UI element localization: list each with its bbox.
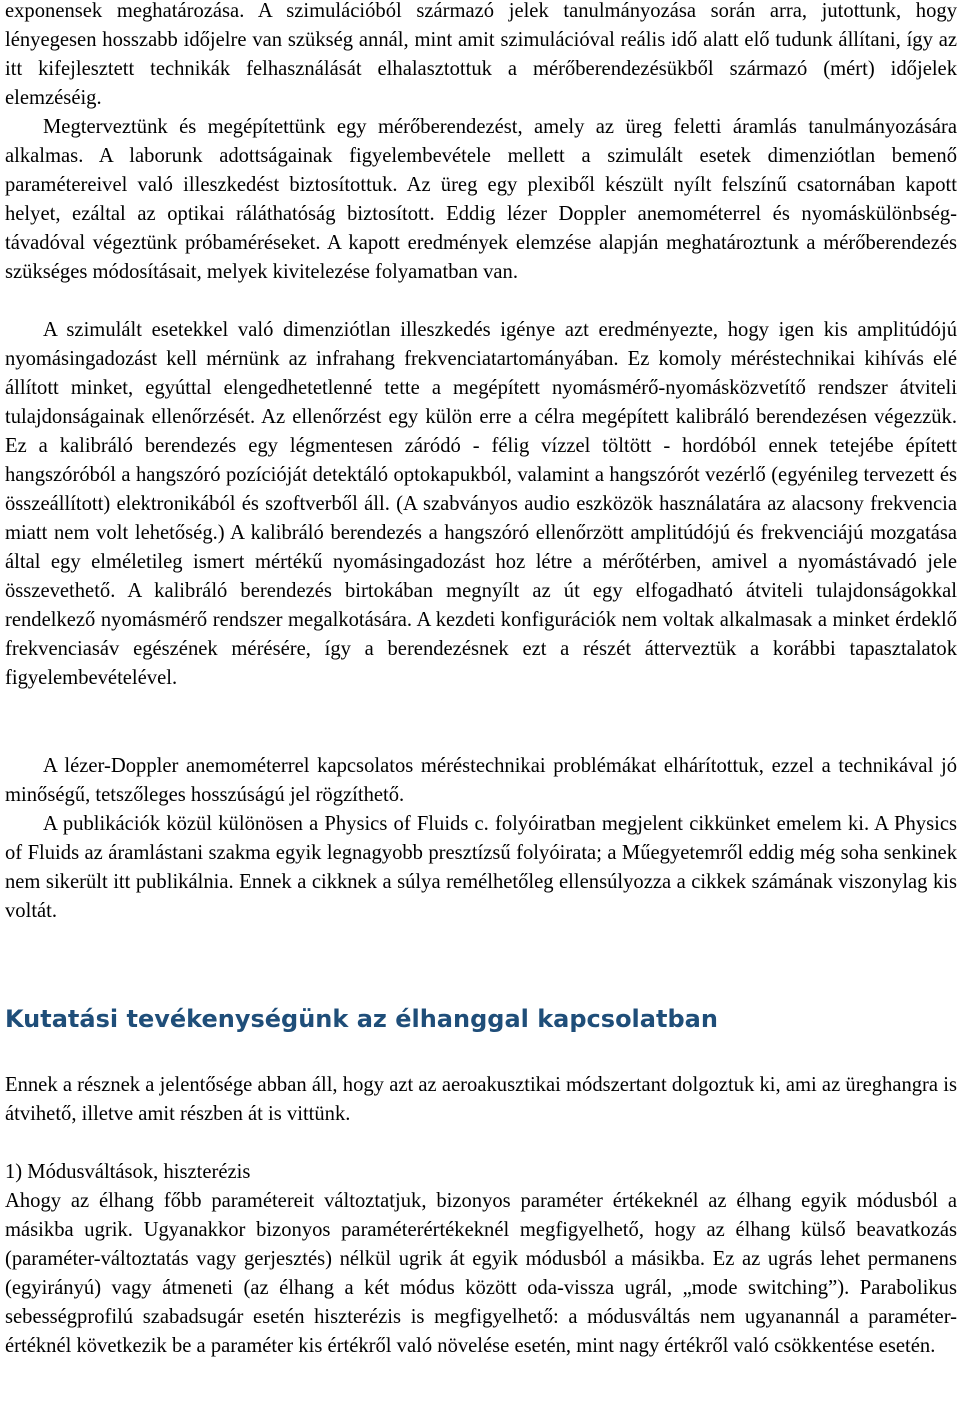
subsection-body-paragraph: Ahogy az élhang főbb paramétereit változtatjuk, bizonyos paraméter értékeknél az élhang egyik módusból a másikba ugrik. Ugyanakkor bizonyos paraméterértékeknél megfigyelhető, hogy az élhang külső beavatkozás (paraméter-változtatás vagy gerjesztés) nélkül ugrik át egyik módusból a másikba. Ez az ugrás lehet permanens (egyirányú) vagy átmeneti (az élhang a két módus között oda-vissza ugrál, „mode switching”). Parabolikus sebességprofilú szabadsugár esetén hiszterézis is megfigyelhető: a módusváltás nem ugyanannál a paraméter-értéknél következik be a paraméter kis értékről való növelése esetén, mint nagy értékről való csökkentése esetén. (5, 1190, 957, 1357)
paragraph-measurement-device: Megterveztünk és megépítettünk egy mérőberendezést, amely az üreg feletti áramlás tanulmányozására alkalmas. A laborunk adottságainak figyelembevétele mellett a szimulált esetek dimenziótlan bemenő paramétereivel való illeszkedést biztosítottuk. Az üreg egy plexiből készült nyílt felszínű csatornában kapott helyet, ezáltal az optikai ráláthatóság biztosított. Eddig lézer Doppler anemométerrel és nyomáskülönbség-távadóval végeztünk próbaméréseket. A kapott eredmények elemzése alapján meghatároztunk a mérőberendezés szükséges módosításait, melyek kivitelezése folyamatban van. (5, 116, 957, 283)
paragraph-calibration: A szimulált esetekkel való dimenziótlan illeszkedés igénye azt eredményezte, hogy igen kis amplitúdójú nyomásingadozást kell mérnünk az infrahang frekvenciatartományában. Ez komoly méréstechnikai kihívás elé állított minket, egyúttal elengedhetetlenné tette a megépített nyomásmérő-nyomásközvetítő rendszer átviteli tulajdonságainak ellenőrzését. Az ellenőrzést egy külön erre a célra megépített kalibráló berendezésen végezzük. Ez a kalibráló berendezés egy légmentesen záródó - félig vízzel töltött - hordóból ennek tetejébe épített hangszóróból a hangszóró pozícióját detektáló optokapukból, valamint a hangszórót vezérlő (egyénileg tervezett és összeállított) elektronikából és szoftverből áll. (A szabványos audio eszközök használatára az alacsony frekvencia miatt nem volt lehetőség.) A kalibráló berendezés a hangszóró ellenőrzött amplitúdójú és frekvenciájú mozgatása által egy elméletileg ismert mértékű nyomásingadozást hoz létre a mérőtérben, amivel a nyomástávadó jele összevethető. A kalibráló berendezés birtokában megnyílt az út egy elfogadható átviteli tulajdonságokkal rendelkező nyomásmérő rendszer megalkotására. A kezdeti konfigurációk nem voltak alkalmasak a minket érdeklő frekvenciasáv egészének mérésére, így a berendezésnek ezt a részét átterveztük a korábbi tapasztalatok figyelembevételével. (5, 319, 957, 689)
paragraph-continued: exponensek meghatározása. A szimulációból származó jelek tanulmányozása során arra, jutottunk, hogy lényegesen hosszabb időjelre van szükség annál, mint amit szimulációval reális idő alatt elő tudunk állítani, így az itt kifejlesztett technikák felhasználását elhalasztottuk a mérőberendezésükből származó (mért) időjelek elemzéséig. (5, 0, 957, 109)
paragraph-laser-doppler: A lézer-Doppler anemométerrel kapcsolatos méréstechnikai problémákat elhárítottuk, ezzel a technikával jó minőségű, tetszőleges hosszúságú jel rögzíthető. (5, 755, 957, 806)
section-intro-paragraph: Ennek a résznek a jelentősége abban áll, hogy azt az aeroakusztikai módszertant dolgoztuk ki, ami az üreghangra is átvihető, illetve amit részben át is vittünk. (5, 1074, 957, 1125)
subsection-title: 1) Módusváltások, hiszterézis (5, 1161, 251, 1183)
paragraph-publications: A publikációk közül különösen a Physics of Fluids c. folyóiratban megjelent cikkünket emelem ki. A Physics of Fluids az áramlástani szakma egyik legnagyobb presztízsű folyóirata; a Műegyetemről eddig még soha senkinek nem sikerült itt publikálnia. Ennek a cikknek a súlya remélhetőleg ellensúlyozza a cikkek számának viszonylag kis voltát. (5, 813, 957, 922)
section-heading: Kutatási tevékenységünk az élhanggal kapcsolatban (5, 1005, 718, 1033)
